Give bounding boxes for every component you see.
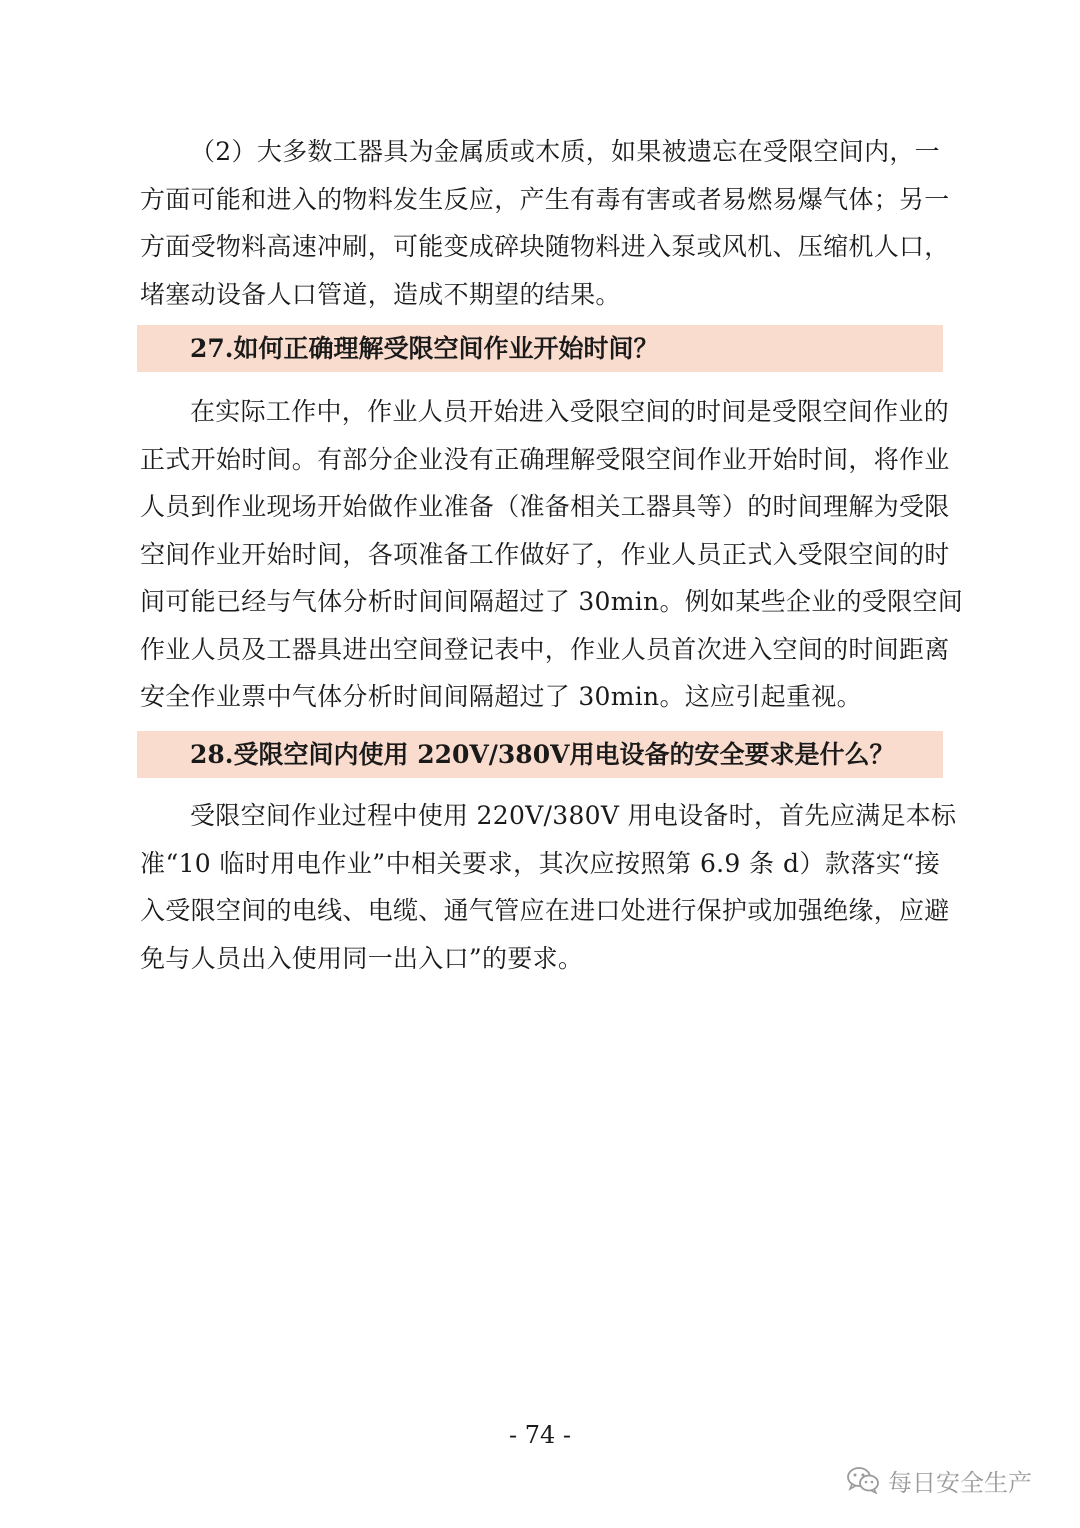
section-heading-27: 27.如何正确理解受限空间作业开始时间？: [190, 334, 659, 363]
text-line: 正式开始时间。有部分企业没有正确理解受限空间作业开始时间，将作业: [140, 444, 950, 474]
text-line: 人员到作业现场开始做作业准备（准备相关工器具等）的时间理解为受限: [140, 492, 950, 521]
page-number: - 74 -: [508, 1421, 571, 1449]
paragraph-electrical-equipment: [140, 792, 957, 982]
wechat-icon: [846, 1466, 880, 1494]
text-line: 受限空间作业过程中使用 220V/380V 用电设备时，首先应满足本标: [190, 801, 957, 830]
text-line: 间可能已经与气体分析时间间隔超过了 30min。例如某些企业的受限空间: [140, 587, 964, 616]
paragraph-tools-forgotten: [140, 128, 950, 318]
text-line: 安全作业票中气体分析时间间隔超过了 30min。这应引起重视。: [140, 682, 862, 711]
text-line: 堵塞动设备人口管道，造成不期望的结果。: [140, 279, 621, 309]
watermark: [846, 1460, 1032, 1500]
section-heading-28: 28.受限空间内使用 220V/380V用电设备的安全要求是什么？: [190, 740, 895, 769]
text-line: 空间作业开始时间，各项准备工作做好了，作业人员正式入受限空间的时: [140, 539, 950, 569]
text-line: 准“10 临时用电作业”中相关要求，其次应按照第 6.9 条 d）款落实“接: [140, 848, 940, 878]
text-line: 作业人员及工器具进出空间登记表中，作业人员首次进入空间的时间距离: [140, 634, 950, 664]
text-line: （2）大多数工器具为金属质或木质，如果被遗忘在受限空间内，一: [190, 137, 940, 166]
text-line: 方面可能和进入的物料发生反应，产生有毒有害或者易燃易爆气体；另一: [140, 184, 950, 214]
paragraph-start-time: [140, 388, 964, 721]
text-line: 方面受物料高速冲刷，可能变成碎块随物料进入泵或风机、压缩机人口，: [140, 232, 950, 261]
text-line: 在实际工作中，作业人员开始进入受限空间的时间是受限空间作业的: [190, 397, 950, 426]
text-line: 免与人员出入使用同一出入口”的要求。: [140, 943, 584, 973]
watermark-text: 每日安全生产: [888, 1468, 1032, 1497]
text-line: 入受限空间的电线、电缆、通气管应在进口处进行保护或加强绝缘，应避: [140, 896, 950, 925]
